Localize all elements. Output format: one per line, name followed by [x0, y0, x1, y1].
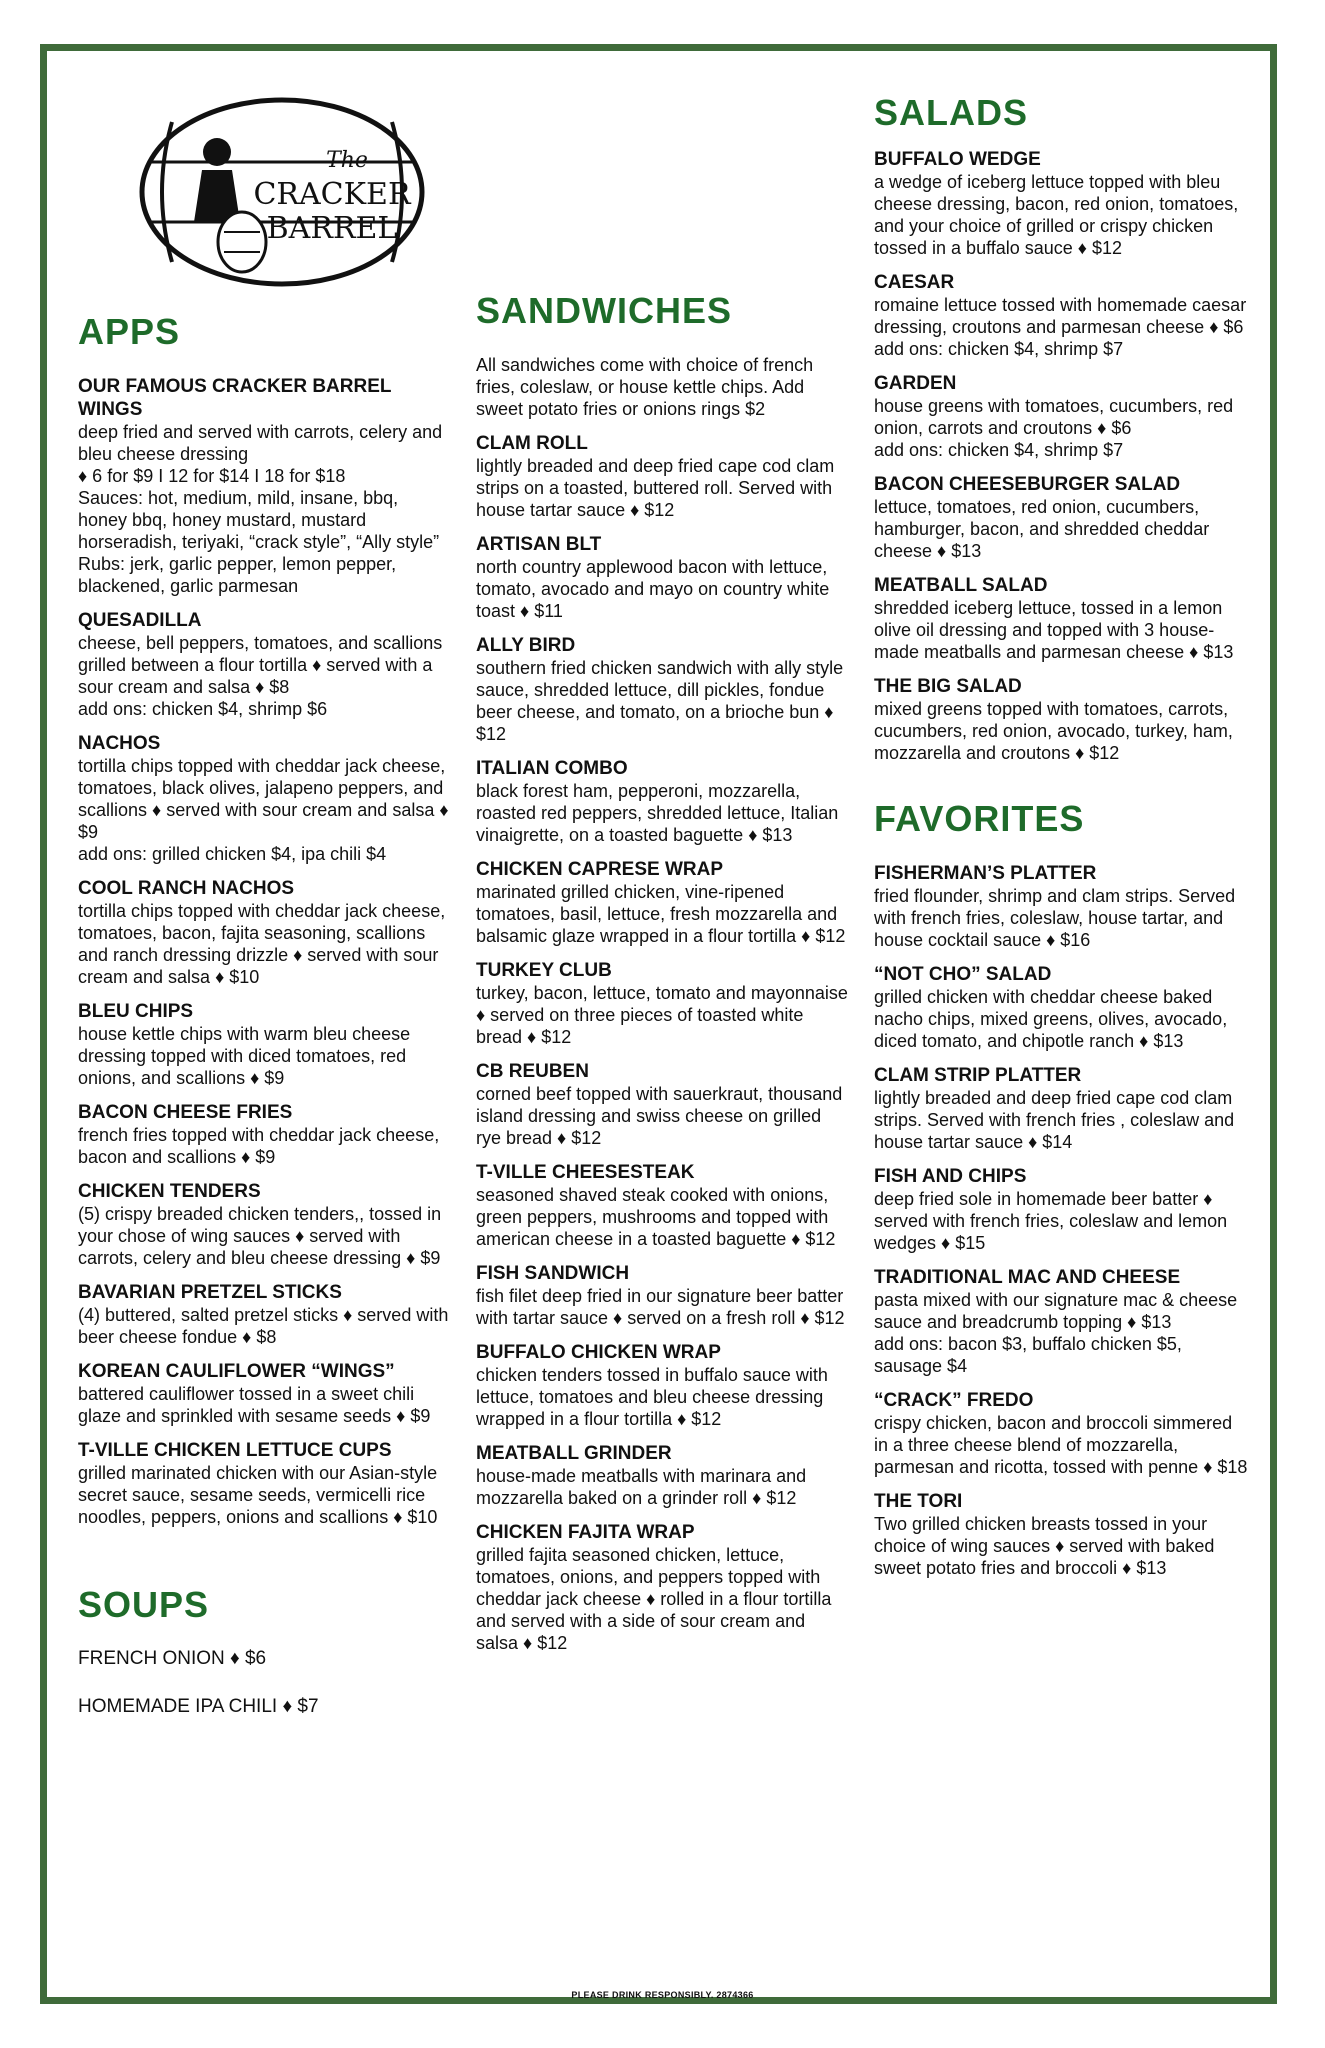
menu-item: [78, 732, 452, 865]
menu-item: [78, 1101, 452, 1168]
svg-text:The: The: [326, 148, 368, 173]
menu-item: [476, 432, 850, 521]
menu-item: [78, 1180, 452, 1269]
item-name: COOL RANCH NACHOS: [78, 878, 295, 899]
menu-item: [78, 1000, 452, 1089]
menu-item: [874, 473, 1248, 562]
menu-item: [476, 1060, 850, 1149]
item-name: ITALIAN COMBO: [476, 758, 628, 779]
item-name: “NOT CHO” SALAD: [874, 964, 1052, 985]
item-name: BUFFALO CHICKEN WRAP: [476, 1342, 721, 1363]
item-description: deep fried and served with carrots, celery and bleu cheese dressing ♦ 6 for $9 I 12 for $14 I 18 for $18 Sauces: hot, medium, mild, insane, bbq, honey bbq, honey mustard, mustard horseradish, teriyaki, “crack style”, “Ally style” Rubs: jerk, garlic pepper, lemon pepper, blackened, garlic parmesan: [78, 422, 443, 596]
item-description: (5) crispy breaded chicken tenders,, tossed in your chose of wing sauces ♦ served with carrots, celery and bleu cheese dressing ♦ $9: [78, 1204, 442, 1268]
item-description: black forest ham, pepperoni, mozzarella, roasted red peppers, shredded lettuce, Italian vinaigrette, on a toasted baguette ♦ $13: [476, 781, 839, 845]
menu-item: [476, 1521, 850, 1654]
item-description: fried flounder, shrimp and clam strips. Served with french fries, coleslaw, house tartar, and house cocktail sauce ♦ $16: [874, 886, 1236, 950]
item-name: CLAM STRIP PLATTER: [874, 1065, 1082, 1086]
item-name: “CRACK” FREDO: [874, 1390, 1034, 1411]
menu-item: [874, 271, 1248, 360]
column-left: [72, 92, 452, 1744]
menu-item: [874, 372, 1248, 461]
column-middle: [470, 290, 850, 1666]
item-name: KOREAN CAULIFLOWER “WINGS”: [78, 1361, 395, 1382]
item-description: grilled chicken with cheddar cheese baked nacho chips, mixed greens, olives, avocado, diced tomato, and chipotle ranch ♦ $13: [874, 987, 1228, 1051]
item-description: a wedge of iceberg lettuce topped with bleu cheese dressing, bacon, red onion, tomatoes, and your choice of grilled or crispy chicken tossed in a buffalo sauce ♦ $12: [874, 172, 1239, 258]
item-name: FISH SANDWICH: [476, 1263, 630, 1284]
item-name: CHICKEN TENDERS: [78, 1181, 261, 1202]
item-name: FISHERMAN’S PLATTER: [874, 863, 1097, 884]
item-name: ALLY BIRD: [476, 635, 576, 656]
item-description: lightly breaded and deep fried cape cod clam strips on a toasted, buttered roll. Served with house tartar sauce ♦ $12: [476, 456, 835, 520]
item-description: cheese, bell peppers, tomatoes, and scallions grilled between a flour tortilla ♦ served with a sour cream and salsa ♦ $8 add ons: chicken $4, shrimp $6: [78, 633, 443, 719]
item-description: corned beef topped with sauerkraut, thousand island dressing and swiss cheese on grilled rye bread ♦ $12: [476, 1084, 843, 1148]
item-name: THE BIG SALAD: [874, 676, 1022, 697]
item-description: crispy chicken, bacon and broccoli simmered in a three cheese blend of mozzarella, parmesan and ricotta, tossed with penne ♦ $18: [874, 1413, 1248, 1477]
menu-item: [78, 1281, 452, 1348]
menu-item: [476, 959, 850, 1048]
item-description: shredded iceberg lettuce, tossed in a lemon olive oil dressing and topped with 3 house-made meatballs and parmesan cheese ♦ $13: [874, 598, 1234, 662]
menu-item: [874, 1490, 1248, 1579]
soup-item: HOMEMADE IPA CHILI ♦ $7: [78, 1696, 319, 1717]
item-name: NACHOS: [78, 733, 161, 754]
menu-item: [874, 148, 1248, 259]
soup-item: FRENCH ONION ♦ $6: [78, 1648, 267, 1669]
item-name: CAESAR: [874, 272, 955, 293]
cracker-barrel-logo: [132, 92, 432, 292]
item-description: marinated grilled chicken, vine-ripened tomatoes, basil, lettuce, fresh mozzarella and balsamic glaze wrapped in a flour tortilla ♦ $12: [476, 882, 846, 946]
menu-item: [476, 1442, 850, 1509]
menu-item: [78, 1439, 452, 1528]
section-title-salads: SALADS: [874, 92, 1029, 133]
section-title-apps: APPS: [78, 311, 181, 352]
menu-item: [476, 1341, 850, 1430]
item-name: MEATBALL SALAD: [874, 575, 1048, 596]
item-name: OUR FAMOUS CRACKER BARREL WINGS: [78, 376, 392, 420]
svg-text:BARREL: BARREL: [266, 211, 398, 246]
menu-item: [476, 533, 850, 622]
item-description: seasoned shaved steak cooked with onions, green peppers, mushrooms and topped with american cheese in a toasted baguette ♦ $12: [476, 1185, 836, 1249]
menu-item: [78, 1360, 452, 1427]
favorites-list: [868, 862, 1248, 1579]
item-description: north country applewood bacon with lettuce, tomato, avocado and mayo on country white toast ♦ $11: [476, 557, 830, 621]
menu-item: [874, 963, 1248, 1052]
item-description: lettuce, tomatoes, red onion, cucumbers, hamburger, bacon, and shredded cheddar cheese ♦ $13: [874, 497, 1210, 561]
item-description: pasta mixed with our signature mac & cheese sauce and breadcrumb topping ♦ $13 add ons: bacon $3, buffalo chicken $5, sausage $4: [874, 1290, 1238, 1376]
item-name: BLEU CHIPS: [78, 1001, 194, 1022]
item-description: house-made meatballs with marinara and mozzarella baked on a grinder roll ♦ $12: [476, 1466, 807, 1508]
item-name: CB REUBEN: [476, 1061, 589, 1082]
item-description: mixed greens topped with tomatoes, carrots, cucumbers, red onion, avocado, turkey, ham, mozzarella and croutons ♦ $12: [874, 699, 1233, 763]
item-name: CHICKEN FAJITA WRAP: [476, 1522, 695, 1543]
item-name: T-VILLE CHICKEN LETTUCE CUPS: [78, 1440, 392, 1461]
menu-item: [476, 757, 850, 846]
menu-item: [78, 609, 452, 720]
item-name: FISH AND CHIPS: [874, 1166, 1027, 1187]
item-description: lightly breaded and deep fried cape cod clam strips. Served with french fries , coleslaw and house tartar sauce ♦ $14: [874, 1088, 1235, 1152]
item-description: southern fried chicken sandwich with ally style sauce, shredded lettuce, dill pickles, fondue beer cheese, and tomato, on a brioche bun ♦ $12: [476, 658, 844, 744]
menu-item: [874, 862, 1248, 951]
item-name: QUESADILLA: [78, 610, 202, 631]
apps-list: [72, 375, 452, 1528]
menu-item: [874, 675, 1248, 764]
item-description: french fries topped with cheddar jack cheese, bacon and scallions ♦ $9: [78, 1125, 440, 1167]
menu-item: [874, 1266, 1248, 1377]
sandwiches-intro: All sandwiches come with choice of french fries, coleslaw, or house kettle chips. Add sweet potato fries or onions rings $2: [476, 355, 814, 419]
item-name: BUFFALO WEDGE: [874, 149, 1041, 170]
item-description: tortilla chips topped with cheddar jack cheese, tomatoes, bacon, fajita seasoning, scallions and ranch dressing drizzle ♦ served with sour cream and salsa ♦ $10: [78, 901, 446, 987]
menu-item: [476, 1262, 850, 1329]
item-name: THE TORI: [874, 1491, 963, 1512]
sandwiches-list: [470, 432, 850, 1654]
item-description: deep fried sole in homemade beer batter ♦ served with french fries, coleslaw and lemon wedges ♦ $15: [874, 1189, 1228, 1253]
menu-item: [874, 1165, 1248, 1254]
menu-item: [874, 1064, 1248, 1153]
item-name: TURKEY CLUB: [476, 960, 612, 981]
item-name: CLAM ROLL: [476, 433, 588, 454]
item-description: romaine lettuce tossed with homemade caesar dressing, croutons and parmesan cheese ♦ $6 add ons: chicken $4, shrimp $7: [874, 295, 1247, 359]
menu-item: [78, 877, 452, 988]
section-title-favorites: FAVORITES: [874, 798, 1085, 839]
item-description: fish filet deep fried in our signature beer batter with tartar sauce ♦ served on a fresh roll ♦ $12: [476, 1286, 845, 1328]
menu-item: [874, 574, 1248, 663]
item-description: grilled fajita seasoned chicken, lettuce, tomatoes, onions, and peppers topped with cheddar jack cheese ♦ rolled in a flour tortilla and served with a side of sour cream and salsa ♦ $12: [476, 1545, 832, 1653]
menu-item: [476, 1161, 850, 1250]
item-description: turkey, bacon, lettuce, tomato and mayonnaise ♦ served on three pieces of toasted white bread ♦ $12: [476, 983, 848, 1047]
item-description: chicken tenders tossed in buffalo sauce with lettuce, tomatoes and bleu cheese dressing wrapped in a flour tortilla ♦ $12: [476, 1365, 828, 1429]
footer-disclaimer: PLEASE DRINK RESPONSIBLY. 2874366: [571, 1990, 754, 2000]
item-name: GARDEN: [874, 373, 957, 394]
item-name: BAVARIAN PRETZEL STICKS: [78, 1282, 342, 1303]
item-description: house kettle chips with warm bleu cheese dressing topped with diced tomatoes, red onions, and scallions ♦ $9: [78, 1024, 411, 1088]
item-description: battered cauliflower tossed in a sweet chili glaze and sprinkled with sesame seeds ♦ $9: [78, 1384, 431, 1426]
item-description: (4) buttered, salted pretzel sticks ♦ served with beer cheese fondue ♦ $8: [78, 1305, 449, 1347]
section-title-soups: SOUPS: [78, 1584, 210, 1625]
column-right: [868, 92, 1248, 1591]
item-description: house greens with tomatoes, cucumbers, red onion, carrots and croutons ♦ $6 add ons: chicken $4, shrimp $7: [874, 396, 1234, 460]
item-name: ARTISAN BLT: [476, 534, 602, 555]
item-description: tortilla chips topped with cheddar jack cheese, tomatoes, black olives, jalapeno peppers, and scallions ♦ served with sour cream and salsa ♦ $9 add ons: grilled chicken $4, ipa chili $4: [78, 756, 449, 864]
menu-item: [874, 1389, 1248, 1478]
item-name: BACON CHEESE FRIES: [78, 1102, 293, 1123]
section-title-sandwiches: SANDWICHES: [476, 290, 733, 331]
salads-list: [868, 148, 1248, 764]
svg-text:CRACKER: CRACKER: [253, 177, 411, 212]
menu-item: [476, 858, 850, 947]
item-name: TRADITIONAL MAC AND CHEESE: [874, 1267, 1181, 1288]
item-name: T-VILLE CHEESESTEAK: [476, 1162, 695, 1183]
item-description: Two grilled chicken breasts tossed in your choice of wing sauces ♦ served with baked sweet potato fries and broccoli ♦ $13: [874, 1514, 1215, 1578]
menu-item: [78, 375, 452, 597]
menu-item: [476, 634, 850, 745]
item-name: MEATBALL GRINDER: [476, 1443, 672, 1464]
item-name: CHICKEN CAPRESE WRAP: [476, 859, 724, 880]
item-description: grilled marinated chicken with our Asian-style secret sauce, sesame seeds, vermicelli rice noodles, peppers, onions and scallions ♦ $10: [78, 1463, 438, 1527]
item-name: BACON CHEESEBURGER SALAD: [874, 474, 1181, 495]
